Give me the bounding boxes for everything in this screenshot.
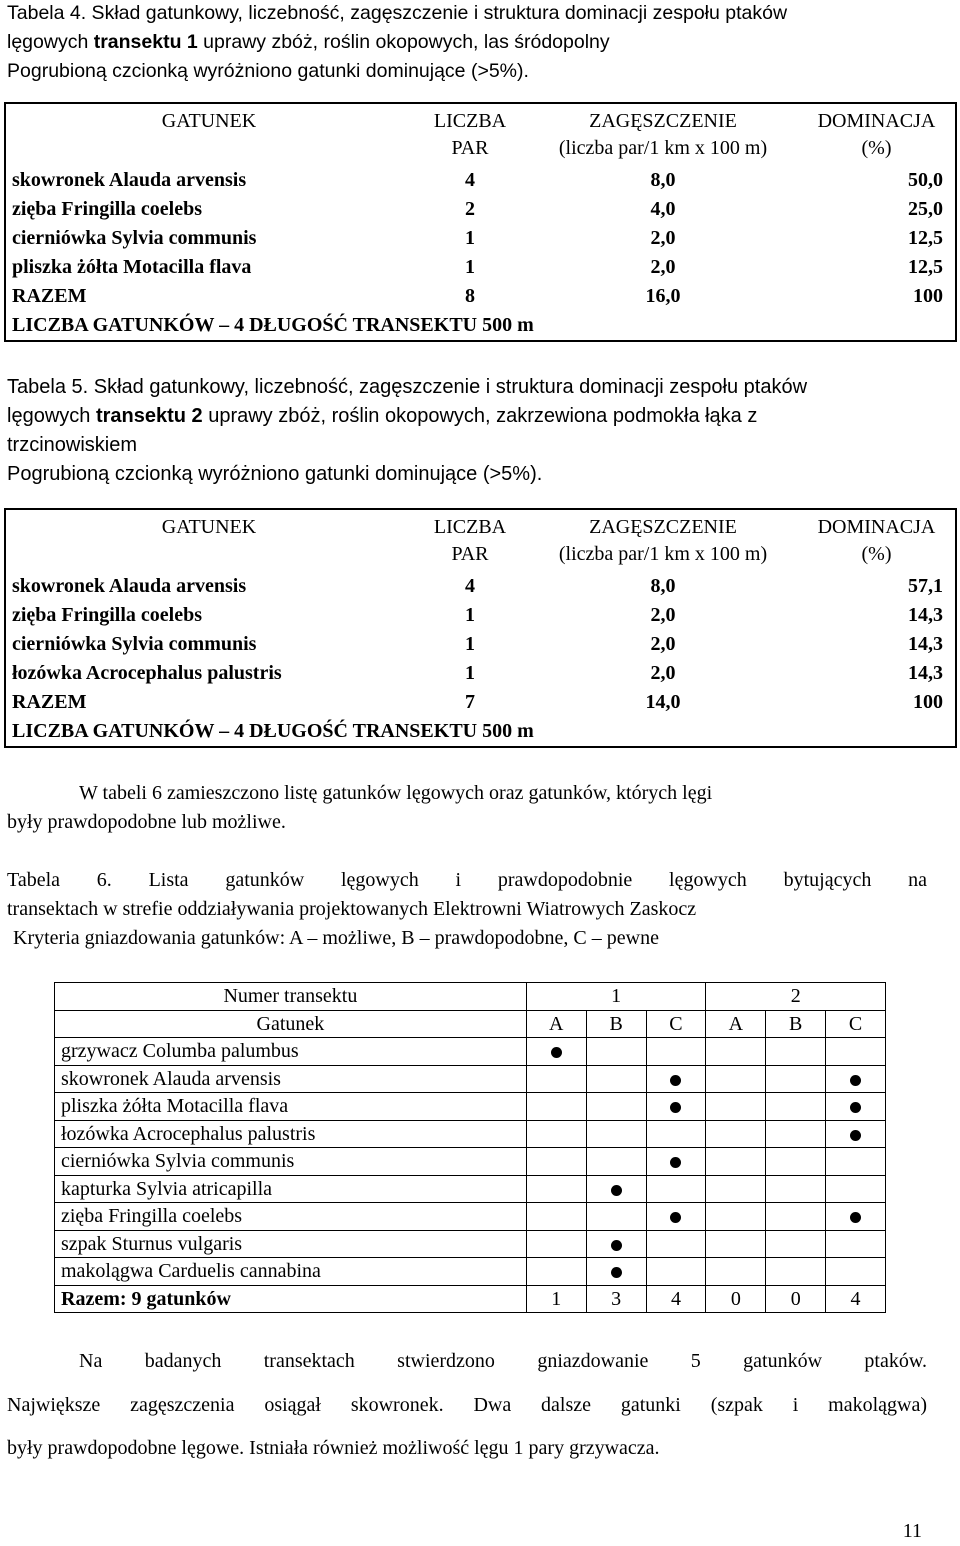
total-pairs: 8 xyxy=(465,285,475,307)
total-value: 3 xyxy=(586,1285,646,1313)
dot-icon xyxy=(670,1212,681,1223)
mark-cell xyxy=(706,1203,766,1231)
table4-caption-line3: Pogrubioną czcionką wyróżniono gatunki dominujące (>5%). xyxy=(7,60,529,82)
mark-cell xyxy=(526,1175,586,1203)
pairs-cell: 4 xyxy=(465,575,475,597)
caption-bold-text: transektu 2 xyxy=(95,405,203,427)
species-cell: pliszka żółta Motacilla flava xyxy=(55,1093,527,1121)
table-row xyxy=(5,224,956,253)
mark-cell xyxy=(766,1065,826,1093)
table6-header-row xyxy=(55,1010,886,1038)
header-dominance: DOMINACJA (%) xyxy=(817,110,936,159)
dot-icon xyxy=(850,1075,861,1086)
species-cell: skowronek Alauda arvensis xyxy=(12,169,247,191)
table-row xyxy=(5,630,956,659)
mark-cell xyxy=(646,1120,706,1148)
mark-cell xyxy=(646,1203,706,1231)
mark-cell xyxy=(826,1038,886,1066)
mark-cell xyxy=(766,1203,826,1231)
dot-icon xyxy=(850,1130,861,1141)
total-density: 16,0 xyxy=(645,285,681,307)
closing-line2: Największe zagęszczenia osiągał skowronek. Dwa dalsze gatunki (szpak i makolągwa) xyxy=(7,1393,927,1416)
density-cell: 8,0 xyxy=(650,169,676,191)
mark-cell xyxy=(646,1230,706,1258)
table-row xyxy=(5,659,956,688)
table-row xyxy=(55,1093,886,1121)
mark-cell xyxy=(766,1038,826,1066)
dominance-cell: 14,3 xyxy=(908,662,943,684)
mark-cell xyxy=(826,1148,886,1176)
mark-cell xyxy=(706,1258,766,1286)
table6-body xyxy=(55,1010,886,1313)
mark-cell xyxy=(586,1148,646,1176)
density-cell: 2,0 xyxy=(650,633,676,655)
mark-cell xyxy=(586,1203,646,1231)
species-cell: pliszka żółta Motacilla flava xyxy=(12,256,252,278)
species-cell: zięba Fringilla coelebs xyxy=(12,198,202,220)
dot-icon xyxy=(611,1185,622,1196)
table-row xyxy=(55,1230,886,1258)
header-criterion: B xyxy=(766,1010,826,1038)
dot-icon xyxy=(670,1157,681,1168)
table5-header-row xyxy=(5,509,956,572)
dot-icon xyxy=(850,1212,861,1223)
header-species-label: Gatunek xyxy=(55,1010,527,1038)
total-row xyxy=(5,688,956,717)
table5-caption xyxy=(7,373,927,489)
density-cell: 8,0 xyxy=(650,575,676,597)
mark-cell xyxy=(826,1203,886,1231)
pairs-cell: 1 xyxy=(465,633,475,655)
table6-intro xyxy=(7,779,927,837)
mark-cell xyxy=(586,1093,646,1121)
mark-cell xyxy=(526,1120,586,1148)
header-criterion: B xyxy=(586,1010,646,1038)
species-cell: cierniówka Sylvia communis xyxy=(12,227,257,249)
species-cell: zięba Fringilla coelebs xyxy=(12,604,202,626)
species-cell: łozówka Acrocephalus palustris xyxy=(55,1120,527,1148)
header-pairs: LICZBA PAR xyxy=(433,110,507,159)
total-value: 4 xyxy=(646,1285,706,1313)
mark-cell xyxy=(526,1093,586,1121)
caption-text: lęgowych xyxy=(7,405,96,427)
mark-cell xyxy=(586,1038,646,1066)
header-dominance: DOMINACJA (%) xyxy=(817,516,936,565)
table4-body xyxy=(5,166,956,341)
mark-cell xyxy=(706,1175,766,1203)
table-row xyxy=(55,1038,886,1066)
pairs-cell: 1 xyxy=(465,227,475,249)
species-cell: kapturka Sylvia atricapilla xyxy=(55,1175,527,1203)
mark-cell xyxy=(826,1120,886,1148)
intro-line2: były prawdopodobne lub możliwe. xyxy=(7,811,286,833)
mark-cell xyxy=(526,1203,586,1231)
header-transect-label: Numer transektu xyxy=(55,983,527,1011)
density-cell: 2,0 xyxy=(650,227,676,249)
table5-caption-line1: Tabela 5. Skład gatunkowy, liczebność, zagęszczenie i struktura dominacji zespołu ptaków xyxy=(7,376,808,398)
total-row xyxy=(55,1285,886,1313)
table6-caption-line2: transektach w strefie oddziaływania projektowanych Elektrowni Wiatrowych Zaskocz xyxy=(7,898,697,920)
mark-cell xyxy=(706,1093,766,1121)
header-transect-1: 1 xyxy=(526,983,706,1011)
total-value: 0 xyxy=(766,1285,826,1313)
dominance-cell: 14,3 xyxy=(908,633,943,655)
table-row xyxy=(5,166,956,195)
table-row xyxy=(55,1175,886,1203)
mark-cell xyxy=(766,1148,826,1176)
caption-text: uprawy zbóż, roślin okopowych, las śródopolny xyxy=(197,31,610,53)
closing-line3: były prawdopodobne lęgowe. Istniała również możliwość lęgu 1 pary grzywacza. xyxy=(7,1437,660,1459)
table-row xyxy=(55,1258,886,1286)
caption-bold-text: transektu 1 xyxy=(93,31,198,53)
mark-cell xyxy=(586,1065,646,1093)
mark-cell xyxy=(646,1038,706,1066)
mark-cell xyxy=(766,1175,826,1203)
total-value: 4 xyxy=(826,1285,886,1313)
table5-caption-line4: Pogrubioną czcionką wyróżniono gatunki dominujące (>5%). xyxy=(7,463,543,485)
table5-caption-line3: trzcinowiskiem xyxy=(7,434,138,456)
table-row xyxy=(55,1065,886,1093)
header-criterion: A xyxy=(706,1010,766,1038)
mark-cell xyxy=(646,1093,706,1121)
dot-icon xyxy=(611,1240,622,1251)
mark-cell xyxy=(706,1148,766,1176)
total-label: Razem: 9 gatunków xyxy=(55,1285,527,1313)
pairs-cell: 1 xyxy=(465,256,475,278)
table-row xyxy=(5,601,956,630)
pairs-cell: 2 xyxy=(465,198,475,220)
table5 xyxy=(4,508,957,748)
table6-caption xyxy=(7,866,927,953)
species-cell: zięba Fringilla coelebs xyxy=(55,1203,527,1231)
header-density: ZAGĘSZCZENIE (liczba par/1 km x 100 m) xyxy=(558,516,768,565)
species-cell: cierniówka Sylvia communis xyxy=(55,1148,527,1176)
mark-cell xyxy=(766,1093,826,1121)
mark-cell xyxy=(526,1148,586,1176)
total-dominance: 100 xyxy=(913,691,943,713)
dot-icon xyxy=(611,1267,622,1278)
mark-cell xyxy=(706,1065,766,1093)
header-criterion: C xyxy=(826,1010,886,1038)
mark-cell xyxy=(526,1065,586,1093)
total-density: 14,0 xyxy=(645,691,681,713)
density-cell: 2,0 xyxy=(650,604,676,626)
dominance-cell: 25,0 xyxy=(908,198,943,220)
footer-row xyxy=(5,717,956,747)
total-pairs: 7 xyxy=(465,691,475,713)
table6-caption-line3: Kryteria gniazdowania gatunków: A – możliwe, B – prawdopodobne, C – pewne xyxy=(13,927,659,949)
total-label: RAZEM xyxy=(12,285,87,307)
mark-cell xyxy=(646,1258,706,1286)
footer-row xyxy=(5,311,956,341)
mark-cell xyxy=(826,1093,886,1121)
density-cell: 4,0 xyxy=(650,198,676,220)
pairs-cell: 1 xyxy=(465,604,475,626)
table5-body xyxy=(5,572,956,747)
table-row xyxy=(55,1203,886,1231)
total-row xyxy=(5,282,956,311)
dot-icon xyxy=(850,1102,861,1113)
species-cell: łozówka Acrocephalus palustris xyxy=(12,662,282,684)
table5-caption-line2 xyxy=(7,402,927,431)
header-species: GATUNEK xyxy=(161,110,257,132)
species-cell: skowronek Alauda arvensis xyxy=(55,1065,527,1093)
mark-cell xyxy=(766,1258,826,1286)
intro-line1: W tabeli 6 zamieszczono listę gatunków lęgowych oraz gatunków, których lęgi xyxy=(79,782,713,804)
pairs-cell: 1 xyxy=(465,662,475,684)
total-dominance: 100 xyxy=(913,285,943,307)
dominance-cell: 50,0 xyxy=(908,169,943,191)
table-row xyxy=(5,572,956,601)
header-criterion: A xyxy=(526,1010,586,1038)
pairs-cell: 4 xyxy=(465,169,475,191)
mark-cell xyxy=(706,1230,766,1258)
density-cell: 2,0 xyxy=(650,256,676,278)
mark-cell xyxy=(706,1120,766,1148)
closing-paragraph xyxy=(7,1340,927,1471)
header-transect-2: 2 xyxy=(706,983,886,1011)
dominance-cell: 57,1 xyxy=(908,575,943,597)
density-cell: 2,0 xyxy=(650,662,676,684)
table4-header-row xyxy=(5,103,956,166)
page-number: 11 xyxy=(902,1520,922,1542)
header-criterion: C xyxy=(646,1010,706,1038)
mark-cell xyxy=(766,1230,826,1258)
total-value: 1 xyxy=(526,1285,586,1313)
dominance-cell: 14,3 xyxy=(908,604,943,626)
dot-icon xyxy=(551,1047,562,1058)
dot-icon xyxy=(670,1102,681,1113)
total-label: RAZEM xyxy=(12,691,87,713)
caption-text: uprawy zbóż, roślin okopowych, zakrzewiona podmokła łąka z xyxy=(202,405,758,427)
table4-caption xyxy=(7,0,927,86)
species-cell: cierniówka Sylvia communis xyxy=(12,633,257,655)
species-cell: grzywacz Columba palumbus xyxy=(55,1038,527,1066)
mark-cell xyxy=(646,1148,706,1176)
mark-cell xyxy=(646,1175,706,1203)
mark-cell xyxy=(526,1258,586,1286)
header-density: ZAGĘSZCZENIE (liczba par/1 km x 100 m) xyxy=(558,110,768,159)
mark-cell xyxy=(826,1230,886,1258)
table-row xyxy=(55,1148,886,1176)
dominance-cell: 12,5 xyxy=(908,227,943,249)
table6 xyxy=(54,982,886,1313)
total-value: 0 xyxy=(706,1285,766,1313)
table-footer: LICZBA GATUNKÓW – 4 DŁUGOŚĆ TRANSEKTU 500 m xyxy=(12,314,534,336)
header-pairs: LICZBA PAR xyxy=(433,516,507,565)
header-species: GATUNEK xyxy=(161,516,257,538)
mark-cell xyxy=(646,1065,706,1093)
mark-cell xyxy=(826,1258,886,1286)
table-footer: LICZBA GATUNKÓW – 4 DŁUGOŚĆ TRANSEKTU 500 m xyxy=(12,720,534,742)
mark-cell xyxy=(586,1258,646,1286)
table-row xyxy=(55,1120,886,1148)
table-row xyxy=(5,253,956,282)
species-cell: skowronek Alauda arvensis xyxy=(12,575,247,597)
dot-icon xyxy=(670,1075,681,1086)
mark-cell xyxy=(586,1175,646,1203)
table6-transect-row xyxy=(55,983,886,1011)
mark-cell xyxy=(526,1038,586,1066)
species-cell: makolągwa Carduelis cannabina xyxy=(55,1258,527,1286)
mark-cell xyxy=(526,1230,586,1258)
table6-caption-line1: Tabela 6. Lista gatunków lęgowych i prawdopodobnie lęgowych bytujących na xyxy=(7,869,927,891)
mark-cell xyxy=(586,1120,646,1148)
mark-cell xyxy=(826,1065,886,1093)
mark-cell xyxy=(826,1175,886,1203)
closing-line1: Na badanych transektach stwierdzono gniazdowanie 5 gatunków ptaków. xyxy=(79,1350,927,1372)
table4 xyxy=(4,102,957,342)
table4-caption-line1: Tabela 4. Skład gatunkowy, liczebność, zagęszczenie i struktura dominacji zespołu ptaków xyxy=(7,2,788,24)
dominance-cell: 12,5 xyxy=(908,256,943,278)
mark-cell xyxy=(766,1120,826,1148)
table4-caption-line2 xyxy=(7,28,927,57)
mark-cell xyxy=(586,1230,646,1258)
table-row xyxy=(5,195,956,224)
mark-cell xyxy=(706,1038,766,1066)
caption-text: lęgowych xyxy=(7,31,94,53)
species-cell: szpak Sturnus vulgaris xyxy=(55,1230,527,1258)
